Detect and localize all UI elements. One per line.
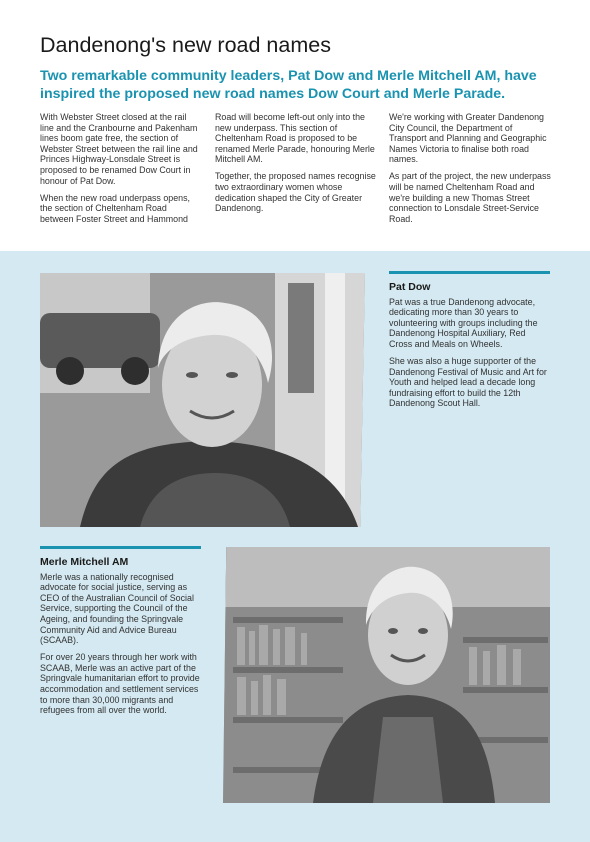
accent-rule — [389, 271, 550, 274]
intro-column-1 — [40, 112, 202, 231]
intro-column-3 — [389, 112, 551, 231]
accent-rule — [40, 546, 201, 549]
pat-dow-photo — [40, 273, 365, 527]
intro-paragraph: Together, the proposed names recognise two extraordinary women whose dedication shaped the City of Greater Dandenong. — [215, 171, 376, 214]
intro-paragraph: We're working with Greater Dandenong City Council, the Department of Transport and Planning and Geographic Names Victoria to finalise both road names. — [389, 112, 547, 165]
merle-mitchell-photo — [223, 547, 550, 803]
page-title: Dandenong's new road names — [40, 33, 331, 57]
bio-paragraph: Pat was a true Dandenong advocate, dedicating more than 30 years to volunteering with groups including the Dandenong Hospital Auxiliary, Red Cross and Meals on Wheels. — [389, 296, 538, 349]
page-subtitle: Two remarkable community leaders, Pat Dow and Merle Mitchell AM, have inspired the proposed new road names Dow Court and Merle Parade. — [40, 68, 537, 102]
intro-paragraph: As part of the project, the new underpass will be named Cheltenham Road and we're building a new Thomas Street connection to Lonsdale Street-Service Road. — [389, 171, 551, 224]
intro-column-2 — [215, 112, 377, 220]
intro-paragraph: With Webster Street closed at the rail line and the Cranbourne and Pakenham lines boom gate free, the section of Webster Street between the rail line and Princes Highway-Lonsdale Street is proposed to be renamed Dow Court in honour of Pat Dow. — [40, 112, 198, 186]
merle-mitchell-heading: Merle Mitchell AM — [40, 556, 129, 568]
pat-dow-bio — [389, 271, 550, 415]
merle-mitchell-bio — [40, 546, 201, 722]
pat-dow-heading: Pat Dow — [389, 281, 431, 293]
bio-paragraph: For over 20 years through her work with SCAAB, Merle was an active part of the Springvale humanitarian effort to provide accommodation and settlement services to more than 30,000 migrants and refugees from all over the world. — [40, 652, 200, 716]
bio-paragraph: She was also a huge supporter of the Dandenong Festival of Music and Art for Youth and helped lead a decade long fundraising effort to build the 12th Dandenong Scout Hall. — [389, 355, 547, 409]
intro-paragraph: Road will become left-out only into the new underpass. This section of Cheltenham Road is proposed to be renamed Merle Parade, honouring Merle Mitchell AM. — [215, 112, 375, 165]
intro-paragraph: When the new road underpass opens, the section of Cheltenham Road between Foster Street and Hammond — [40, 192, 190, 224]
bio-paragraph: Merle was a nationally recognised advocate for social justice, serving as CEO of the Australian Council of Social Service, supporting the Council of the Ageing, and founding the Springvale Community Aid and Advice Bureau (SCAAB). — [40, 571, 194, 646]
